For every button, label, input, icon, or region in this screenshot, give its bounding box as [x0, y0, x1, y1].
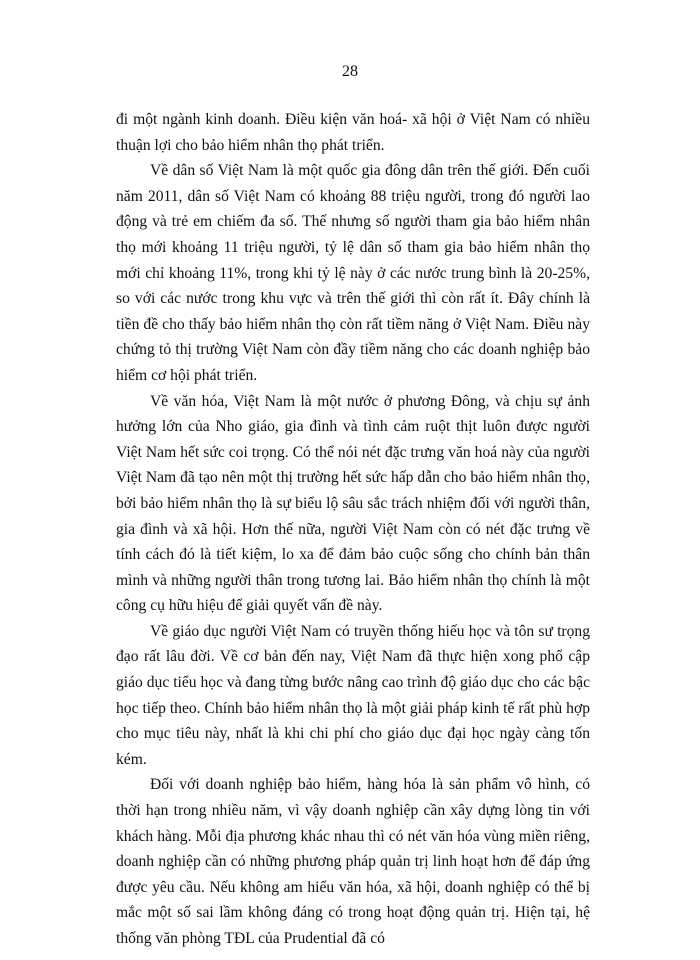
paragraph-education: Về giáo dục người Việt Nam có truyền thống hiếu học và tôn sư trọng đạo rất lâu đời. Về cơ bản đến nay, Việt Nam đã thực hiện xong phổ cập giáo dục tiểu học và đang từng bước nâng cao trình độ giáo dục cho các bậc học tiếp theo. Chính bảo hiểm nhân thọ là một giải pháp kinh tế rất phù hợp cho mục tiêu này, nhất là khi chi phí cho giáo dục đại học ngày càng tốn kém.	[116, 622, 590, 768]
body-text	[116, 107, 590, 952]
paragraph-enterprise: Đối với doanh nghiệp bảo hiểm, hàng hóa là sản phẩm vô hình, có thời hạn trong nhiều năm, vì vậy doanh nghiệp cần xây dựng lòng tin với khách hàng. Mỗi địa phương khác nhau thì có nét văn hóa vùng miền riêng, doanh nghiệp cần có những phương pháp quản trị linh hoạt hơn để đáp ứng được yêu cầu. Nếu không am hiểu văn hóa, xã hội, doanh nghiệp có thể bị mắc một số sai lầm không đáng có trong hoạt động quản trị. Hiện tại, hệ thống văn phòng TĐL của Prudential đã có	[116, 776, 590, 947]
paragraph-culture: Về văn hóa, Việt Nam là một nước ở phương Đông, và chịu sự ảnh hưởng lớn của Nho giáo, gia đình và tình cảm ruột thịt luôn được người Việt Nam hết sức coi trọng. Có thể nói nét đặc trưng văn hoá này của người Việt Nam đã tạo nên một thị trường hết sức hấp dẫn cho bảo hiểm nhân thọ, bởi bảo hiểm nhân thọ là sự biểu lộ sâu sắc trách nhiệm đối với người thân, gia đình và xã hội. Hơn thế nữa, người Việt Nam còn có nét đặc trưng về tính cách đó là tiết kiệm, lo xa để đảm bảo cuộc sống cho chính bản thân mình và những người thân trong tương lai. Bảo hiểm nhân thọ chính là một công cụ hữu hiệu để giải quyết vấn đề này.	[116, 392, 590, 615]
paragraph-continuation: đi một ngành kinh doanh. Điều kiện văn hoá- xã hội ở Việt Nam có nhiều thuận lợi cho bảo hiểm nhân thọ phát triển.	[116, 111, 590, 154]
paragraph-population: Về dân số Việt Nam là một quốc gia đông dân trên thế giới. Đến cuối năm 2011, dân số Việt Nam có khoảng 88 triệu người, trong đó người lao động và trẻ em chiếm đa số. Thế nhưng số người tham gia bảo hiểm nhân thọ mới khoảng 11 triệu người, tỷ lệ dân số tham gia bảo hiểm nhân thọ mới chỉ khoảng 11%, trong khi tỷ lệ này ở các nước trung bình là 20-25%, so với các nước trong khu vực và trên thế giới thì còn rất ít. Đây chính là tiền đề cho thấy bảo hiểm nhân thọ còn rất tiềm năng ở Việt Nam. Điều này chứng tỏ thị trường Việt Nam còn đầy tiềm năng cho các doanh nghiệp bảo hiểm cơ hội phát triển.	[116, 162, 590, 384]
page-number: 28	[342, 63, 358, 80]
